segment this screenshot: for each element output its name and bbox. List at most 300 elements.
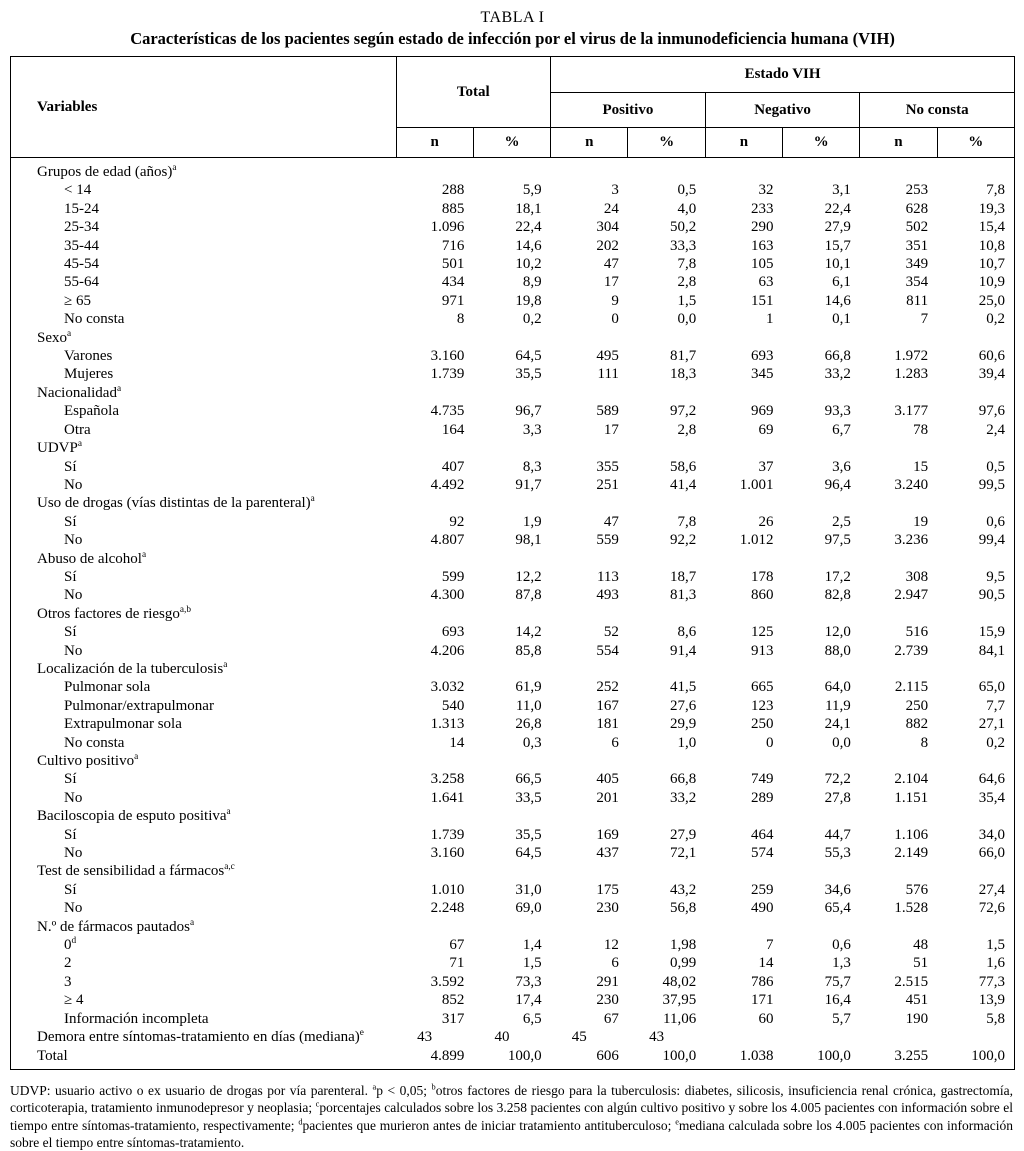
cell-value: 259	[751, 881, 774, 898]
cell-value: 599	[441, 568, 465, 585]
cell-value: 290	[751, 219, 774, 236]
section-row	[11, 752, 1015, 770]
row-label: No	[64, 789, 83, 806]
cell-value: 82,8	[824, 587, 851, 604]
cell-value: 44,7	[824, 826, 851, 843]
cell-value: 17	[603, 274, 619, 291]
section-row	[11, 918, 1015, 936]
row-label: Abuso de alcohol$^a$	[37, 549, 147, 567]
row-label: Baciloscopia de esputo positiva$^a$	[37, 807, 231, 825]
cell-value: 1.283	[894, 366, 929, 383]
cell-value: 2.515	[894, 973, 929, 990]
cell-value: 52	[603, 624, 619, 641]
cell-value: 65,4	[824, 900, 851, 917]
col-header-negativo-n: n	[705, 128, 782, 158]
cell-value: 10,1	[824, 256, 851, 273]
cell-value: 169	[596, 826, 619, 843]
cell-value: 0,6	[832, 937, 851, 954]
col-header-no-consta-n: n	[860, 128, 937, 158]
row-label-superscript: a	[310, 494, 315, 505]
cell-value: 355	[596, 458, 619, 475]
table-row	[11, 678, 1015, 696]
cell-value: 43	[417, 1029, 433, 1046]
cell-value: 67	[449, 937, 465, 954]
cell-value: 1.972	[894, 348, 929, 365]
header-row-1	[11, 57, 1015, 93]
table-number-title: TABLA I	[480, 9, 545, 26]
cell-value: 6,7	[832, 421, 851, 438]
cell-value: 190	[905, 1010, 929, 1027]
cell-value: 4,0	[677, 200, 697, 217]
row-label: No consta	[64, 311, 125, 328]
cell-value: 45	[571, 1029, 587, 1046]
cell-value: 24	[603, 200, 619, 217]
cell-value: 81,3	[669, 587, 697, 604]
cell-value: 606	[596, 1047, 619, 1064]
cell-value: 451	[905, 992, 929, 1009]
col-header-positivo: Positivo	[551, 93, 706, 128]
table-row	[11, 273, 1015, 291]
cell-value: 289	[751, 789, 774, 806]
cell-value: 0,0	[677, 311, 697, 328]
table-row	[11, 458, 1015, 476]
cell-value: 3.236	[894, 532, 929, 549]
cell-value: 7,8	[677, 256, 697, 273]
row-label: N.º de fármacos pautados$^a$	[37, 917, 195, 935]
cell-value: 502	[905, 219, 929, 236]
cell-value: 47	[603, 256, 619, 273]
cell-value: 1.001	[739, 476, 774, 493]
row-label: No	[64, 476, 83, 493]
cell-value: 693	[441, 624, 465, 641]
cell-value: 2.104	[894, 771, 929, 788]
cell-value: 2.248	[430, 900, 465, 917]
cell-value: 716	[441, 237, 465, 254]
cell-value: 308	[905, 568, 929, 585]
cell-value: 1.641	[430, 789, 465, 806]
cell-value: 250	[905, 697, 929, 714]
cell-value: 12,0	[824, 624, 851, 641]
table-body	[11, 158, 1015, 1070]
table-row	[11, 715, 1015, 733]
cell-value: 6	[611, 955, 619, 972]
cell-value: 14,6	[515, 237, 542, 254]
table-row	[11, 237, 1015, 255]
cell-value: 37	[758, 458, 774, 475]
cell-value: 0,1	[832, 311, 851, 328]
row-label-superscript: a	[223, 659, 228, 670]
cell-value: 1.012	[739, 532, 774, 549]
row-label: No	[64, 900, 83, 917]
cell-value: 969	[751, 403, 774, 420]
cell-value: 7,8	[677, 513, 697, 530]
cell-value: 123	[751, 697, 774, 714]
cell-value: 99,4	[978, 532, 1005, 549]
col-header-estado-vih: Estado VIH	[551, 57, 1015, 93]
row-label-superscript: a,b	[179, 604, 191, 615]
row-label: No	[64, 845, 83, 862]
row-label: Sí	[64, 513, 77, 530]
row-label: Española	[64, 403, 119, 420]
cell-value: 125	[751, 624, 774, 641]
cell-value: 7	[920, 311, 929, 328]
cell-value: 65,0	[978, 679, 1005, 696]
table-row	[11, 899, 1015, 917]
row-label-superscript: a,c	[224, 862, 235, 873]
cell-value: 1,9	[522, 513, 542, 530]
row-label-superscript: a	[226, 807, 231, 818]
cell-value: 33,2	[669, 789, 697, 806]
cell-value: 75,7	[824, 973, 851, 990]
row-label: Test de sensibilidad a fármacos$^{a,c}$	[37, 862, 235, 880]
cell-value: 151	[751, 292, 774, 309]
table-row	[11, 292, 1015, 310]
col-header-no-consta-pct: %	[937, 128, 1014, 158]
cell-value: 15	[913, 458, 929, 475]
cell-value: 69,0	[515, 900, 542, 917]
cell-value: 0,3	[522, 734, 542, 751]
cell-value: 201	[596, 789, 619, 806]
cell-value: 2.947	[894, 587, 929, 604]
cell-value: 407	[441, 458, 465, 475]
cell-value	[783, 1028, 860, 1046]
cell-value: 181	[596, 716, 619, 733]
cell-value: 18,1	[515, 200, 542, 217]
cell-value: 15,4	[978, 219, 1005, 236]
cell-value: 19,8	[515, 292, 542, 309]
cell-value: 66,8	[824, 348, 851, 365]
cell-value: 40	[494, 1029, 510, 1046]
cell-value: 37,95	[662, 992, 697, 1009]
cell-value: 3.240	[894, 476, 929, 493]
row-label: No consta	[64, 734, 125, 751]
cell-value: 576	[905, 881, 929, 898]
footnote-superscript: e	[675, 1117, 679, 1126]
cell-value: 1.151	[894, 789, 929, 806]
row-label: Uso de drogas (vías distintas de la parenteral)$^a$	[37, 494, 315, 512]
cell-value: 72,2	[824, 771, 851, 788]
row-label: 2	[64, 955, 72, 972]
cell-value: 5,9	[522, 182, 542, 199]
row-label: No	[64, 642, 83, 659]
cell-value: 3.258	[430, 771, 465, 788]
cell-value: 1.106	[894, 826, 929, 843]
table-row	[11, 826, 1015, 844]
cell-value: 882	[905, 716, 929, 733]
cell-value: 6,5	[522, 1010, 542, 1027]
table-row	[11, 734, 1015, 752]
cell-value: 4.899	[430, 1047, 465, 1064]
cell-value: 3,6	[832, 458, 851, 475]
cell-value: 1.096	[430, 219, 465, 236]
row-label-superscript: a	[172, 163, 177, 173]
cell-value: 18,3	[669, 366, 697, 383]
row-label-superscript: a	[189, 917, 195, 928]
cell-value: 22,4	[515, 219, 542, 236]
cell-value: 354	[905, 274, 929, 291]
row-label-superscript: a	[134, 752, 139, 762]
cell-value: 1,4	[522, 937, 542, 954]
table-row	[11, 200, 1015, 218]
table-row	[11, 365, 1015, 383]
cell-value: 2,4	[986, 421, 1005, 438]
cell-value: 14	[449, 734, 465, 751]
cell-value: 0,99	[669, 955, 697, 972]
cell-value: 3.160	[430, 348, 465, 365]
table-header	[11, 57, 1015, 158]
cell-value: 2,8	[677, 421, 697, 438]
table-row	[11, 1010, 1015, 1028]
row-label: Varones	[64, 348, 113, 365]
row-label-superscript: a	[141, 549, 147, 560]
cell-value: 10,9	[978, 274, 1005, 291]
cell-value	[705, 1028, 782, 1046]
cell-value: 69	[758, 421, 774, 438]
cell-value: 2.739	[894, 642, 929, 659]
cell-value: 90,5	[978, 587, 1005, 604]
cell-value: 15,7	[824, 237, 851, 254]
cell-value: 163	[751, 237, 774, 254]
cell-value: 4.300	[430, 587, 465, 604]
row-label-superscript: e	[359, 1028, 364, 1039]
row-label: 0$^d$	[64, 936, 77, 954]
section-row	[11, 494, 1015, 512]
cell-value: 4.807	[430, 532, 465, 549]
cell-value: 3.592	[430, 973, 465, 990]
row-label: 55-64	[64, 274, 99, 291]
row-label: 35-44	[64, 237, 99, 254]
cell-value: 202	[596, 237, 619, 254]
cell-value: 540	[441, 697, 465, 714]
cell-value	[937, 1028, 1014, 1046]
cell-value: 0,2	[986, 734, 1005, 751]
cell-value: 100,0	[971, 1047, 1005, 1064]
row-label: 25-34	[64, 219, 99, 236]
cell-value: 230	[596, 900, 619, 917]
cell-value: 17,4	[515, 992, 542, 1009]
cell-value: 77,3	[978, 973, 1005, 990]
table-row	[11, 255, 1015, 273]
row-label: Cultivo positivo$^a$	[37, 752, 139, 769]
cell-value: 100,0	[507, 1047, 542, 1064]
row-label: Demora entre síntomas-tratamiento en días (mediana)$^e$	[37, 1028, 364, 1046]
cell-value: 85,8	[515, 642, 542, 659]
cell-value: 41,5	[669, 679, 697, 696]
cell-value: 64,6	[978, 771, 1005, 788]
cell-value: 3.160	[430, 845, 465, 862]
cell-value: 405	[596, 771, 619, 788]
cell-value: 88,0	[824, 642, 851, 659]
cell-value: 113	[596, 568, 619, 585]
cell-value: 628	[905, 200, 929, 217]
table-row	[11, 623, 1015, 641]
row-label: Extrapulmonar sola	[64, 716, 182, 733]
cell-value: 317	[441, 1010, 465, 1027]
cell-value: 1.739	[430, 366, 465, 383]
cell-value: 15,9	[978, 624, 1005, 641]
table-row	[11, 789, 1015, 807]
cell-value: 8,6	[677, 624, 697, 641]
row-label: 15-24	[64, 200, 99, 217]
row-label: < 14	[64, 182, 92, 199]
cell-value: 92	[449, 513, 465, 530]
cell-value: 100,0	[662, 1047, 697, 1064]
cell-value: 7	[766, 937, 774, 954]
cell-value: 164	[441, 421, 465, 438]
cell-value: 78	[913, 421, 929, 438]
cell-value: 574	[751, 845, 774, 862]
col-header-total: Total	[396, 57, 551, 128]
section-row	[11, 329, 1015, 347]
cell-value: 27,6	[669, 697, 697, 714]
cell-value: 22,4	[824, 200, 851, 217]
cell-value: 288	[441, 182, 465, 199]
cell-value: 17	[603, 421, 619, 438]
cell-value: 1,3	[832, 955, 851, 972]
table-row	[11, 973, 1015, 991]
cell-value: 250	[751, 716, 774, 733]
cell-value: 67	[603, 1010, 619, 1027]
cell-value: 27,9	[824, 219, 851, 236]
row-label: Sexo$^a$	[37, 328, 72, 346]
cell-value: 10,8	[978, 237, 1005, 254]
row-label: Información incompleta	[64, 1010, 209, 1027]
table-row	[11, 881, 1015, 899]
col-header-positivo-pct: %	[628, 128, 705, 158]
table-subtitle: Características de los pacientes según estado de infección por el virus de la inmunodeficiencia humana (VIH)	[130, 29, 895, 48]
cell-value: 786	[751, 973, 774, 990]
row-label: Sí	[64, 881, 77, 898]
cell-value: 32	[758, 182, 774, 199]
cell-value: 60	[758, 1010, 774, 1027]
cell-value: 749	[751, 771, 774, 788]
cell-value: 11,0	[515, 697, 542, 714]
cell-value: 9,5	[986, 568, 1005, 585]
cell-value: 251	[596, 476, 619, 493]
cell-value: 253	[905, 182, 929, 199]
cell-value: 464	[751, 826, 774, 843]
cell-value: 5,8	[986, 1010, 1005, 1027]
cell-value: 60,6	[978, 348, 1005, 365]
cell-value: 98,1	[515, 532, 542, 549]
table-row	[11, 347, 1015, 365]
cell-value: 14,2	[515, 624, 542, 641]
cell-value: 291	[596, 973, 619, 990]
cell-value: 230	[596, 992, 619, 1009]
cell-value: 0,2	[522, 311, 542, 328]
cell-value: 25,0	[978, 292, 1005, 309]
col-header-negativo: Negativo	[705, 93, 860, 128]
row-label: Grupos de edad (años)$^a$	[37, 163, 177, 180]
cell-value: 10,7	[978, 256, 1005, 273]
cell-value: 7,8	[986, 182, 1005, 199]
section-row	[11, 660, 1015, 678]
cell-value: 860	[751, 587, 774, 604]
row-label: Localización de la tuberculosis$^a$	[37, 659, 228, 677]
cell-value: 1,5	[677, 292, 697, 309]
cell-value: 87,8	[515, 587, 542, 604]
col-header-total-pct: %	[473, 128, 550, 158]
table-row	[11, 531, 1015, 549]
cell-value: 8,9	[522, 274, 542, 291]
cell-value: 93,3	[824, 403, 851, 420]
cell-value: 0,5	[986, 458, 1005, 475]
cell-value: 31,0	[515, 881, 542, 898]
cell-value: 167	[596, 697, 619, 714]
cell-value: 64,0	[824, 679, 851, 696]
cell-value: 2,8	[677, 274, 697, 291]
col-header-total-n: n	[396, 128, 473, 158]
cell-value: 24,1	[824, 716, 851, 733]
section-row	[11, 605, 1015, 623]
row-label-superscript: a	[116, 383, 122, 394]
cell-value: 11,06	[663, 1010, 697, 1027]
row-label: Total	[37, 1047, 68, 1064]
cell-value: 26,8	[515, 716, 542, 733]
table-row	[11, 476, 1015, 494]
cell-value: 91,4	[669, 642, 697, 659]
cell-value: 171	[751, 992, 774, 1009]
cell-value: 19,3	[978, 200, 1005, 217]
cell-value: 1,0	[677, 734, 697, 751]
cell-value: 2.115	[894, 679, 929, 696]
cell-value: 13,9	[978, 992, 1005, 1009]
cell-value: 349	[905, 256, 929, 273]
row-label: Nacionalidad$^a$	[37, 383, 122, 401]
cell-value: 61,9	[515, 679, 542, 696]
row-label: Sí	[64, 458, 77, 475]
cell-value: 0	[766, 734, 774, 751]
cell-value: 56,8	[669, 900, 697, 917]
cell-value: 66,0	[978, 845, 1005, 862]
cell-value: 58,6	[669, 458, 697, 475]
cell-value: 14	[758, 955, 774, 972]
cell-value: 19	[913, 513, 929, 530]
cell-value: 51	[913, 955, 929, 972]
cell-value: 665	[751, 679, 774, 696]
cell-value: 1,98	[669, 937, 697, 954]
cell-value: 3.177	[894, 403, 929, 420]
cell-value: 971	[441, 292, 465, 309]
cell-value: 252	[596, 679, 619, 696]
row-label: Otros factores de riesgo$^{a,b}$	[37, 604, 191, 622]
cell-value: 589	[596, 403, 619, 420]
cell-value: 693	[751, 348, 774, 365]
cell-value: 490	[751, 900, 774, 917]
cell-value: 554	[596, 642, 619, 659]
cell-value: 1.313	[430, 716, 465, 733]
row-label: Sí	[64, 826, 77, 843]
cell-value: 73,3	[515, 973, 542, 990]
section-row	[11, 384, 1015, 402]
cell-value: 1,5	[522, 955, 542, 972]
cell-value: 27,8	[824, 789, 851, 806]
row-label: Otra	[64, 421, 91, 438]
row-label: Mujeres	[64, 366, 114, 383]
cell-value: 7,7	[986, 697, 1005, 714]
cell-value: 33,5	[515, 789, 542, 806]
cell-value: 3,3	[522, 421, 542, 438]
row-label: 45-54	[64, 256, 99, 273]
cell-value: 99,5	[978, 476, 1005, 493]
cell-value: 12,2	[515, 568, 542, 585]
cell-value: 84,1	[978, 642, 1005, 659]
table-row	[11, 421, 1015, 439]
table-row	[11, 936, 1015, 954]
cell-value: 2.149	[894, 845, 929, 862]
cell-value: 495	[596, 348, 619, 365]
cell-value: 852	[441, 992, 465, 1009]
